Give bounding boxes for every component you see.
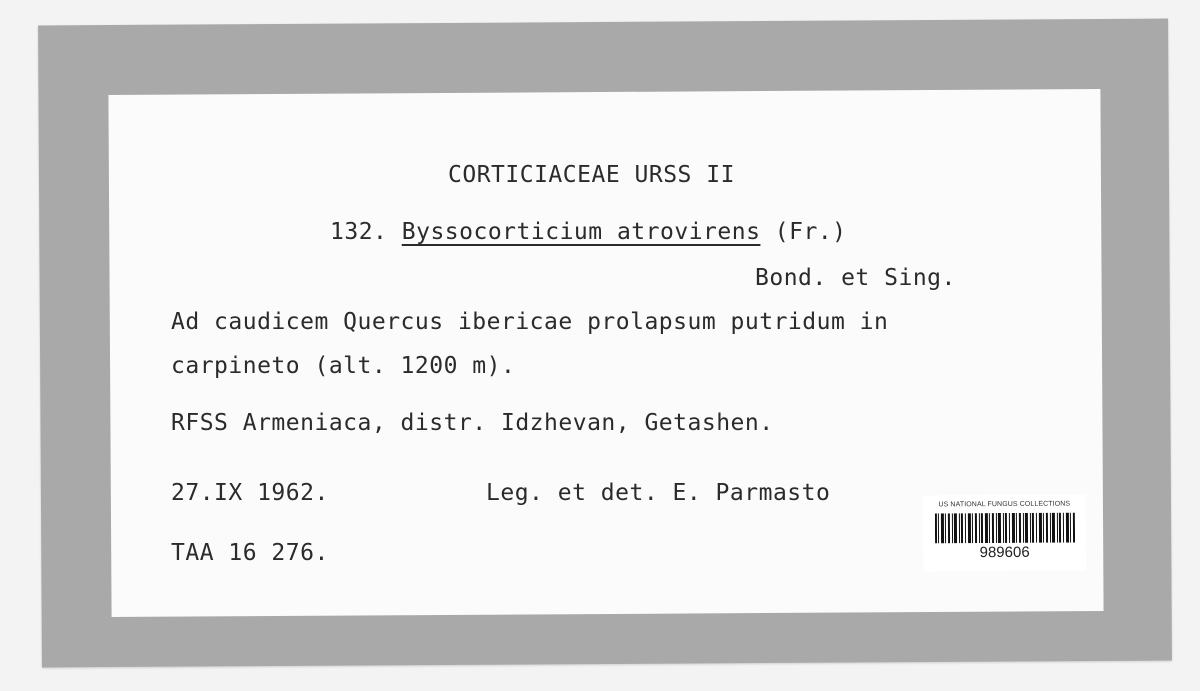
- habitat-line-2: carpineto (alt. 1200 m).: [171, 353, 516, 379]
- authority-part2: Bond. et Sing.: [755, 265, 956, 291]
- collector: Leg. et det. E. Parmasto: [486, 480, 831, 506]
- barcode-number: 989606: [979, 543, 1030, 562]
- authority-part1: (Fr.): [774, 219, 847, 245]
- barcode-icon: [935, 513, 1075, 544]
- barcode-header: US NATIONAL FUNGUS COLLECTIONS: [938, 500, 1071, 509]
- specimen-name-line: [330, 219, 847, 245]
- habitat-line-1: Ad caudicem Quercus ibericae prolapsum putridum in: [171, 309, 889, 335]
- species-name: Byssocorticium atrovirens: [401, 219, 761, 245]
- series-title: CORTICIACEAE URSS II: [448, 162, 735, 188]
- locality: RFSS Armeniaca, distr. Idzhevan, Getashen.: [171, 410, 774, 436]
- catalog-number: TAA 16 276.: [171, 540, 329, 566]
- barcode-label: [923, 495, 1086, 572]
- collection-date: 27.IX 1962.: [171, 480, 329, 506]
- specimen-number: 132.: [330, 219, 388, 245]
